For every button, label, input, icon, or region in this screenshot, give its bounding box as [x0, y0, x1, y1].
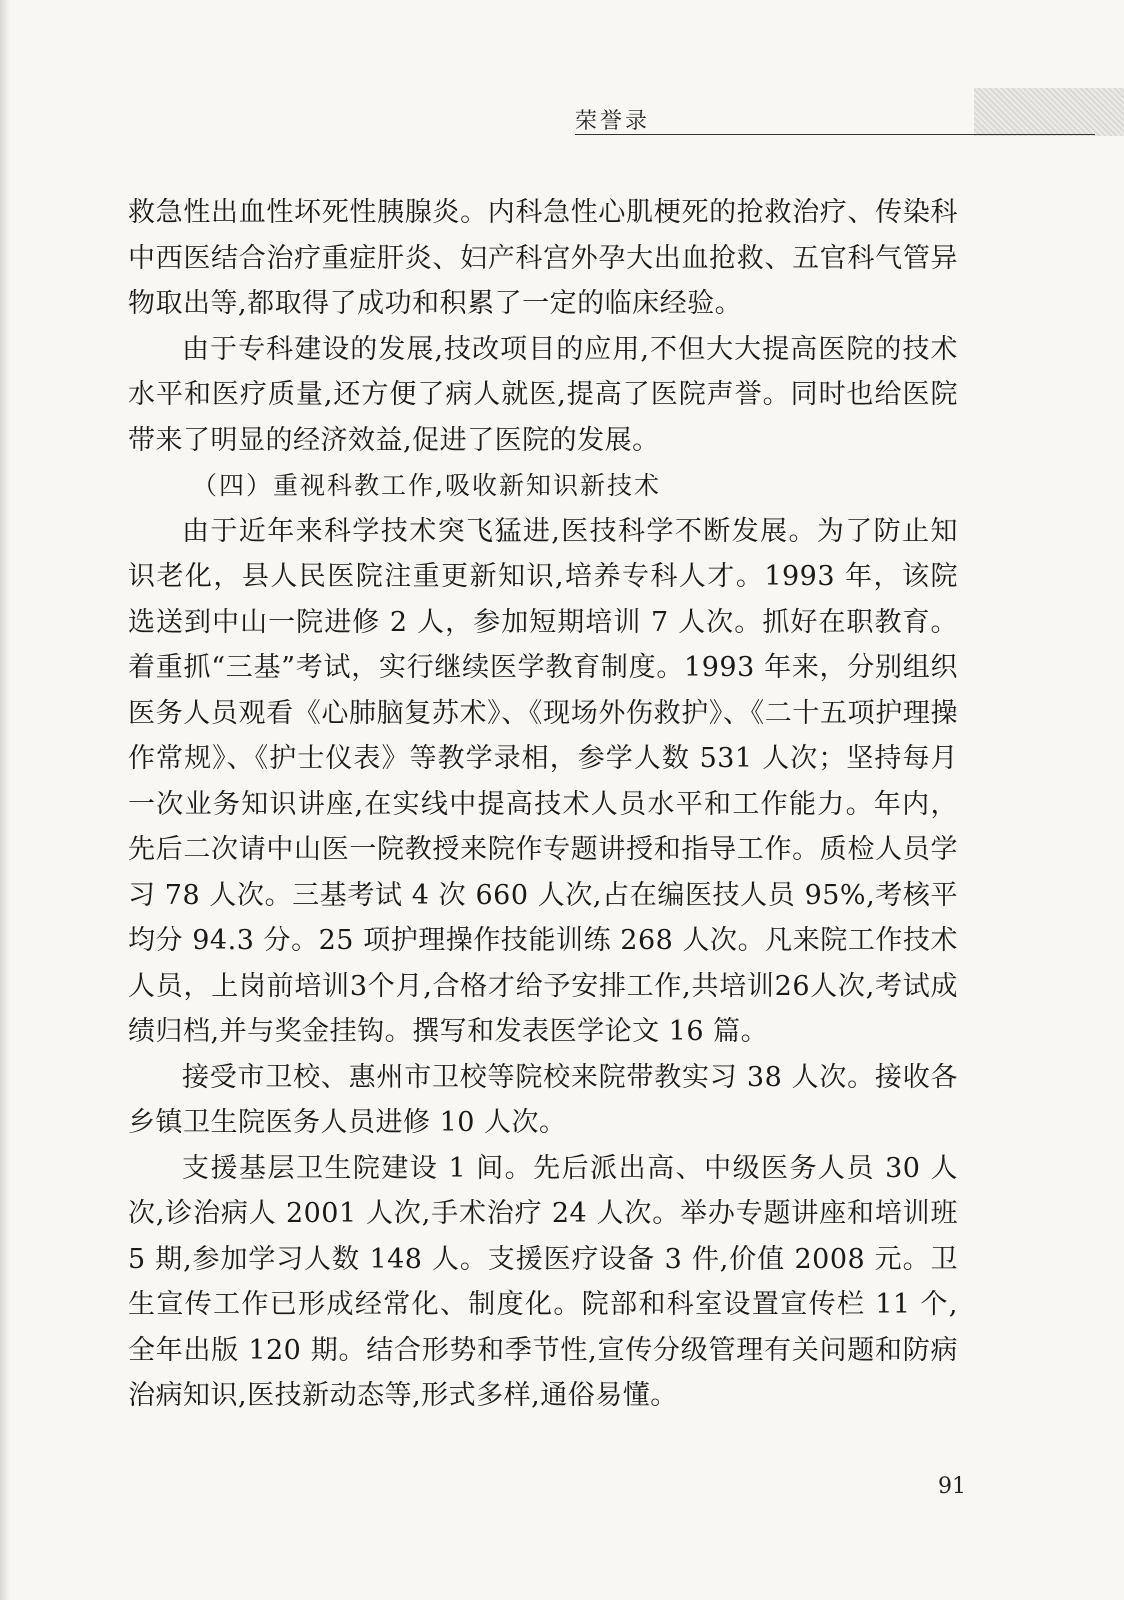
header-rule: [575, 134, 1095, 135]
running-title: 荣誉录: [575, 109, 651, 134]
scan-edge-shadow: [0, 0, 10, 1600]
page-header: [575, 104, 1095, 134]
page-number: 91: [938, 1474, 966, 1499]
body-text: [128, 190, 958, 1419]
paragraph: 支援基层卫生院建设 1 间。先后派出高、中级医务人员 30 人次,诊治病人 2001 人次,手术治疗 24 人次。举办专题讲座和培训班 5 期,参加学习人数 148 人。支援医疗设备 3 件,价值 2008 元。卫生宣传工作已形成经常化、制度化。院部和科室设置宣传栏 11 个,全年出版 120 期。结合形势和季节性,宣传分级管理有关问题和防病治病知识,医技新动态等,形式多样,通俗易懂。: [128, 1152, 958, 1411]
paragraph: 由于专科建设的发展,技改项目的应用,不但大大提高医院的技术水平和医疗质量,还方便了病人就医,提高了医院声誉。同时也给医院带来了明显的经济效益,促进了医院的发展。: [128, 333, 958, 456]
paragraph: 由于近年来科学技术突飞猛进,医技科学不断发展。为了防止知识老化，县人民医院注重更新知识,培养专科人才。1993 年，该院选送到中山一院进修 2 人，参加短期培训 7 人次。抓好在职教育。着重抓“三基”考试，实行继续医学教育制度。1993 年来，分别组织医务人员观看《心肺脑复苏术》、《现场外伤救护》、《二十五项护理操作常规》、《护士仪表》等教学录相，参学人数 531 人次；坚持每月一次业务知识讲座,在实线中提高技术人员水平和工作能力。年内，先后二次请中山医一院教授来院作专题讲授和指导工作。质检人员学 习 78 人次。三基考试 4 次 660 人次,占在编医技人员 95%,考核平均分 94.3 分。25 项护理操作技能训练 268 人次。凡来院工作技术人员，上岗前培训3个月,合格才给予安排工作,共培训26人次,考试成绩归档,并与奖金挂钩。撰写和发表医学论文 16 篇。: [128, 515, 958, 1047]
section-heading: （四）重视科教工作,吸收新知识新技术: [192, 471, 661, 500]
paragraph-continued: 救急性出血性坏死性胰腺炎。内科急性心肌梗死的抢救治疗、传染科中西医结合治疗重症肝炎、妇产科宫外孕大出血抢救、五官科气管异物取出等,都取得了成功和积累了一定的临床经验。: [128, 197, 958, 319]
paragraph: 接受市卫校、惠州市卫校等院校来院带教实习 38 人次。接收各乡镇卫生院医务人员进修 10 人次。: [128, 1061, 958, 1138]
